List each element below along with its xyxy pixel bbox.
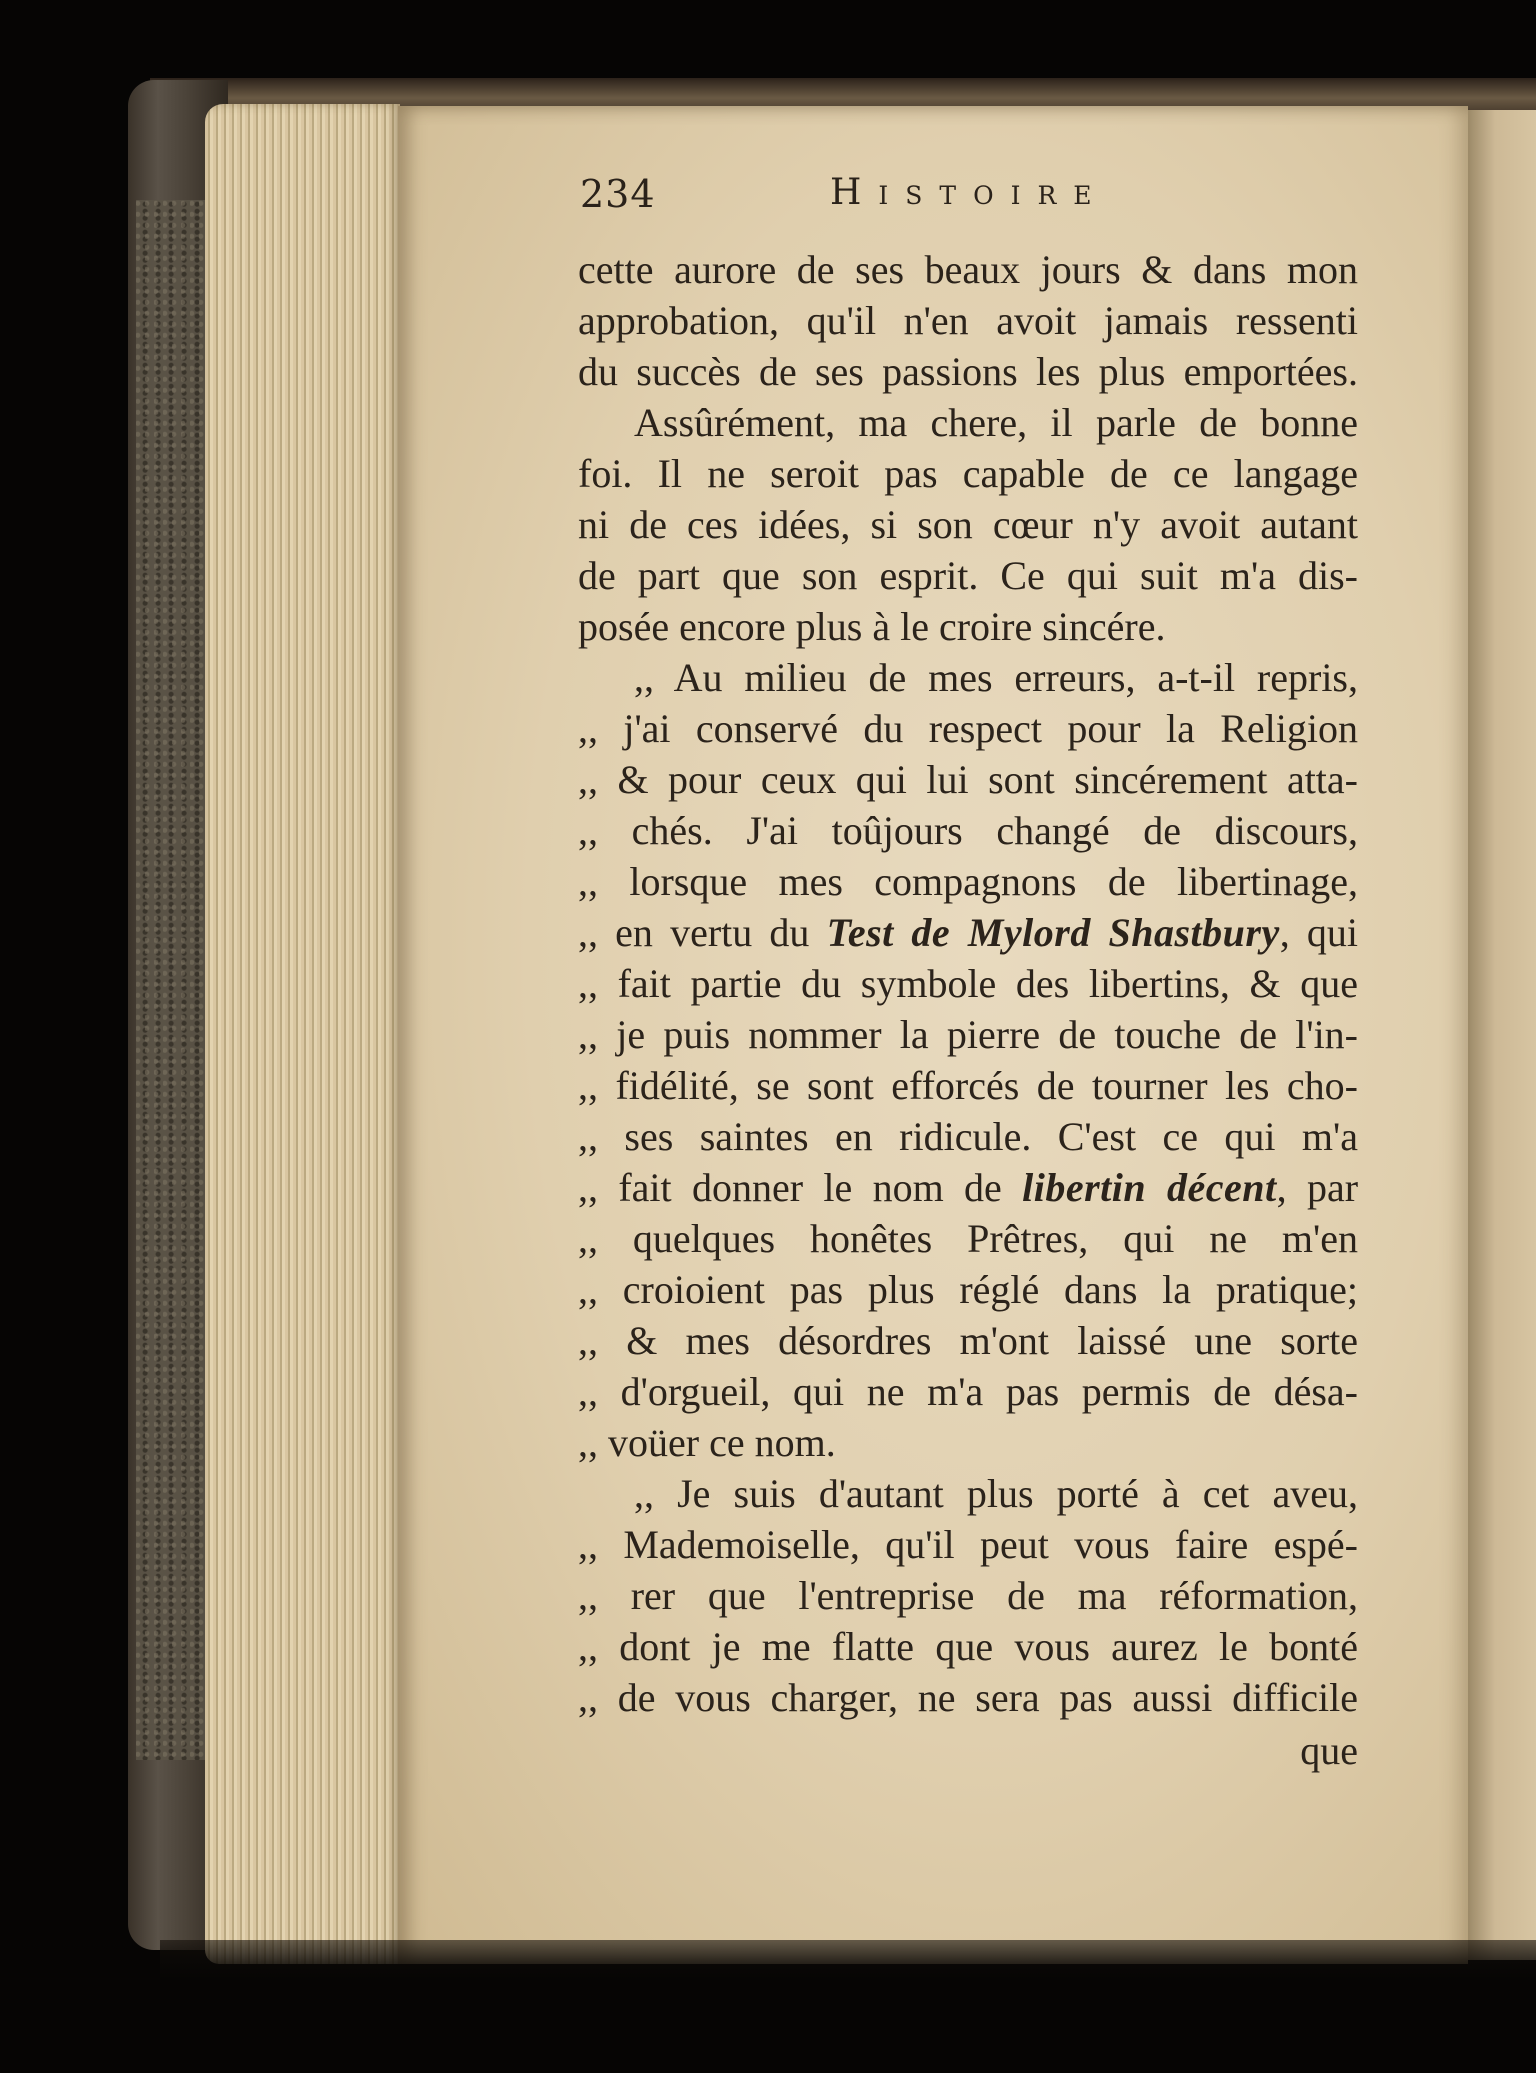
text-line: ,, & pour ceux qui lui sont sincérement atta-: [578, 757, 1358, 802]
text-line: foi. Il ne seroit pas capable de ce langage: [578, 451, 1358, 496]
text-line: ,, Je suis d'autant plus porté à cet aveu,: [634, 1471, 1358, 1516]
text-line: ,, voüer ce nom.: [578, 1420, 836, 1465]
page-header: [580, 172, 1150, 222]
text-line: ,, lorsque mes compagnons de libertinage,: [578, 859, 1358, 904]
bottom-shadow: [160, 1940, 1536, 1980]
text-line: ,, je puis nommer la pierre de touche de l'in-: [578, 1012, 1358, 1057]
text-line: ,, fait partie du symbole des libertins, & que: [578, 961, 1358, 1006]
text-line: ,, Mademoiselle, qu'il peut vous faire espé-: [578, 1522, 1358, 1567]
text-line: ni de ces idées, si son cœur n'y avoit autant: [578, 502, 1358, 547]
text-line: ,, chés. J'ai toûjours changé de discours,: [578, 808, 1358, 853]
text-line: ,, ses saintes en ridicule. C'est ce qui m'a: [578, 1114, 1358, 1159]
text-line: ,, croioient pas plus réglé dans la pratique;: [578, 1267, 1358, 1312]
text-line: ,, quelques honêtes Prêtres, qui ne m'en: [578, 1216, 1358, 1261]
text-line: du succès de ses passions les plus emportées.: [578, 349, 1358, 394]
text-line: posée encore plus à le croire sincére.: [578, 604, 1166, 649]
body-text: [578, 244, 1358, 1776]
text-line: ,, Au milieu de mes erreurs, a-t-il repris,: [634, 655, 1358, 700]
text-line: ,, j'ai conservé du respect pour la Religion: [578, 706, 1358, 751]
text-line: ,, de vous charger, ne sera pas aussi difficile: [578, 1675, 1358, 1720]
text-line: Assûrément, ma chere, il parle de bonne: [634, 400, 1358, 445]
text-line: ,, fait donner le nom de libertin décent, par: [578, 1165, 1358, 1210]
text-line: cette aurore de ses beaux jours & dans mon: [578, 247, 1358, 292]
text-line: ,, d'orgueil, qui ne m'a pas permis de désa-: [578, 1369, 1358, 1414]
text-line: ,, rer que l'entreprise de ma réformation,: [578, 1573, 1358, 1618]
catchword: que: [1300, 1728, 1358, 1773]
page-edges: [205, 104, 400, 1964]
facing-page-edge: [1468, 110, 1536, 1960]
text-line: ,, dont je me flatte que vous aurez le bonté: [578, 1624, 1358, 1669]
text-line: ,, & mes désordres m'ont laissé une sorte: [578, 1318, 1358, 1363]
text-line: ,, en vertu du Test de Mylord Shastbury, qui: [578, 910, 1358, 955]
text-line: ,, fidélité, se sont efforcés de tourner les cho-: [578, 1063, 1358, 1108]
page-number: 234: [580, 172, 656, 216]
italic-phrase: libertin décent: [1022, 1165, 1277, 1210]
italic-title: Test de Mylord Shastbury: [826, 910, 1280, 955]
text-line: approbation, qu'il n'en avoit jamais ressenti: [578, 298, 1358, 343]
running-title: Histoire: [830, 172, 1109, 213]
text-line: de part que son esprit. Ce qui suit m'a dis-: [578, 553, 1358, 598]
